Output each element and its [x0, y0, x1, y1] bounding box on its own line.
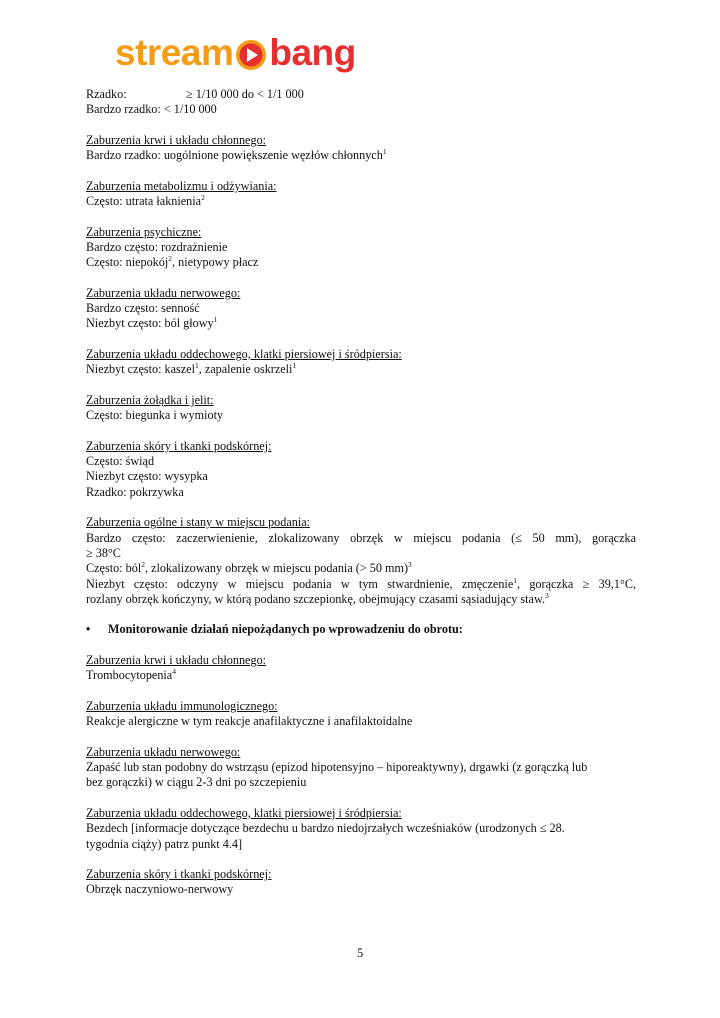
- section-heading: Zaburzenia psychiczne:: [86, 224, 202, 239]
- logo-text-stream: stream: [115, 32, 234, 73]
- section-heading: Zaburzenia ogólne i stany w miejscu podania:: [86, 515, 311, 530]
- section-line: bez gorączki) w ciągu 2-3 dni po szczepieniu: [86, 775, 307, 790]
- section-heading: Zaburzenia krwi i układu chłonnego:: [86, 132, 267, 147]
- section-line: rozlany obrzęk kończyny, w którą podano szczepionkę, obejmujący czasami sąsiadujący staw.$^3$: [86, 590, 549, 606]
- freq-very-rarely: Bardzo rzadko: < 1/10 000: [86, 102, 217, 117]
- bullet-icon: •: [86, 622, 91, 637]
- freq-rarely: Rzadko: ≥ 1/10 000 do < 1/1 000: [86, 87, 304, 101]
- section-heading: Zaburzenia krwi i układu chłonnego:: [86, 652, 267, 667]
- section-line: Zapaść lub stan podobny do wstrząsu (epizod hipotensyjno – hiporeaktywny), drgawki (z gorączką lub: [86, 760, 588, 775]
- section-heading: Zaburzenia skóry i tkanki podskórnej:: [86, 867, 272, 882]
- section-heading: Zaburzenia układu immunologicznego:: [86, 698, 278, 713]
- section-line: Niezbyt często: wysypka: [86, 469, 208, 484]
- section-line: Trombocytopenia$^4$: [86, 667, 176, 683]
- logo-text-bang: bang: [269, 32, 356, 73]
- section-line: Często: biegunka i wymioty: [86, 408, 224, 423]
- postmarketing-heading: • Monitorowanie działań niepożądanych po wprowadzeniu do obrotu:: [86, 622, 463, 637]
- section-line: Niezbyt często: odczyny w miejscu podania w tym stwardnienie, zmęczenie$^1$, gorączka ≥ 39,1°C,: [86, 575, 636, 591]
- section-line: Często: ból$^2$, zlokalizowany obrzęk w miejscu podania (> 50 mm)$^3$: [86, 560, 412, 576]
- section-line: Bardzo często: senność: [86, 301, 200, 316]
- section-line: Niezbyt często: ból głowy$^1$: [86, 315, 218, 331]
- section-line: Często: niepokój$^2$, nietypowy płacz: [86, 254, 259, 270]
- section-heading: Zaburzenia żołądka i jelit:: [86, 392, 214, 407]
- section-line: Często: utrata łaknienia$^2$: [86, 193, 205, 209]
- section-line: ≥ 38°C: [86, 545, 121, 560]
- section-heading: Zaburzenia układu oddechowego, klatki piersiowej i śródpiersia:: [86, 805, 402, 820]
- section-line: tygodnia ciąży) patrz punkt 4.4]: [86, 836, 243, 851]
- section-line: Bardzo często: zaczerwienienie, zlokalizowany obrzęk w miejscu podania (≤ 50 mm), gorączka: [86, 530, 636, 545]
- section-heading: Zaburzenia skóry i tkanki podskórnej:: [86, 438, 272, 453]
- section-line: Rzadko: pokrzywka: [86, 484, 184, 499]
- streambang-logo: [115, 34, 356, 72]
- section-line: Niezbyt często: kaszel$^1$, zapalenie oskrzeli$^1$: [86, 361, 297, 377]
- section-line: Bardzo często: rozdrażnienie: [86, 239, 228, 254]
- section-line: Reakcje alergiczne w tym reakcje anafilaktyczne i anafilaktoidalne: [86, 714, 413, 729]
- play-icon: [234, 38, 268, 72]
- page-number: 5: [356, 946, 364, 960]
- section-heading: Zaburzenia metabolizmu i odżywiania:: [86, 178, 277, 193]
- section-heading: Zaburzenia układu oddechowego, klatki piersiowej i śródpiersia:: [86, 347, 402, 362]
- section-line: Bardzo rzadko: uogólnione powiększenie węzłów chłonnych$^1$: [86, 147, 387, 163]
- document-body: [86, 87, 636, 898]
- section-line: Obrzęk naczyniowo-nerwowy: [86, 882, 234, 897]
- section-line: Często: świąd: [86, 454, 155, 469]
- section-heading: Zaburzenia układu nerwowego:: [86, 744, 241, 759]
- section-heading: Zaburzenia układu nerwowego:: [86, 285, 241, 300]
- section-line: Bezdech [informacje dotyczące bezdechu u bardzo niedojrzałych wcześniaków (urodzonych ≤ 28.: [86, 821, 565, 836]
